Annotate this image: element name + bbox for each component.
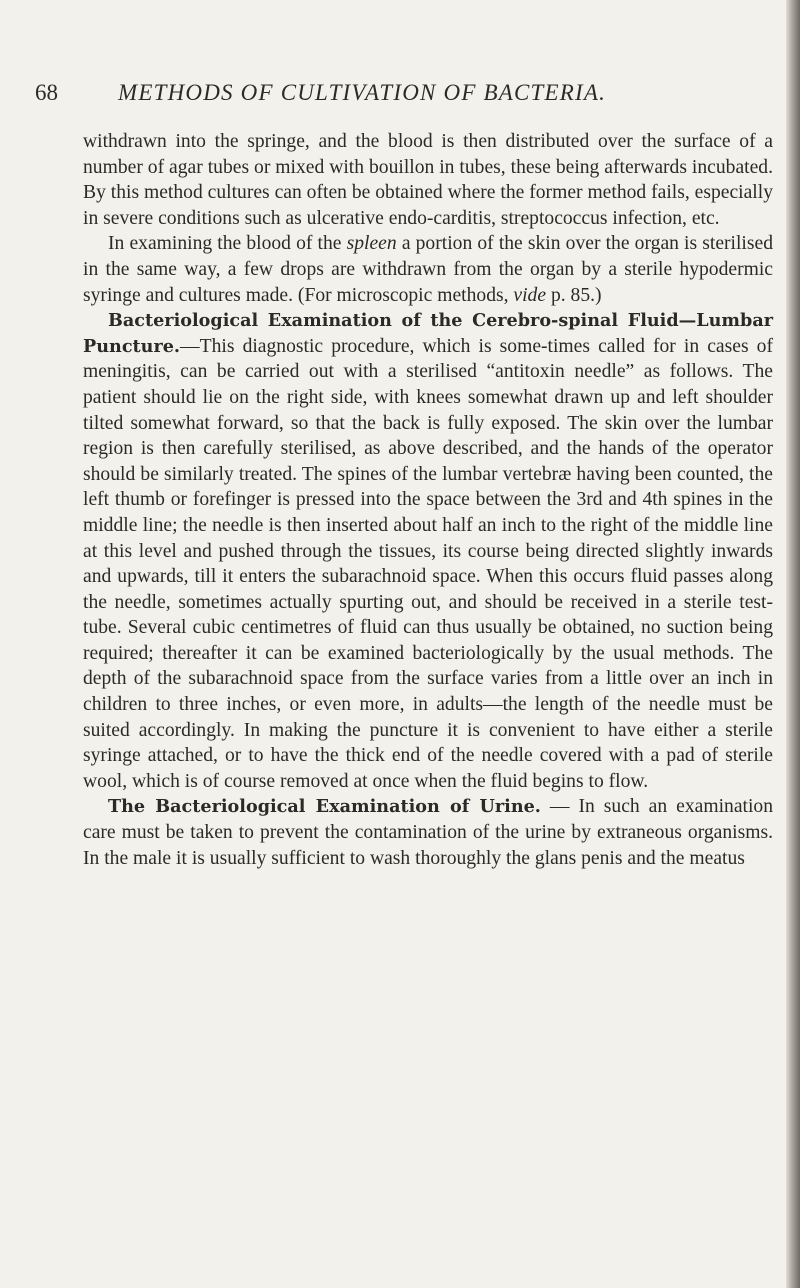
page-number: 68 bbox=[35, 80, 58, 105]
paragraph-continuation bbox=[83, 129, 773, 231]
italic-term-vide: vide bbox=[513, 284, 547, 306]
paragraph-text: p. 85.) bbox=[546, 284, 602, 306]
running-header bbox=[35, 78, 765, 108]
paragraph-urine bbox=[83, 794, 773, 871]
paragraph-text: — In such an examination care must be taken to prevent the contamination of the urine by extraneous organisms. In the male it is usually sufficient to wash thoroughly the glans penis and the meatus bbox=[83, 796, 774, 869]
paragraph-text: withdrawn into the springe, and the blood is then distributed over the surface of a number of agar tubes or mixed with bouillon in tubes, these being afterwards incubated. By this method cultures can often be obtained where the former method fails, especially in severe conditions such as ulcerative endo-carditis, streptococcus infection, etc. bbox=[83, 131, 773, 229]
paragraph-lumbar-puncture bbox=[83, 308, 773, 794]
paragraph-text: —This diagnostic procedure, which is some-times called for in cases of meningitis, can be carried out with a sterilised “antitoxin needle” as follows. The patient should lie on the right side, with knees somewhat drawn up and left shoulder tilted somewhat forward, so that the back is fully exposed. The skin over the lumbar region is then carefully sterilised, as above described, and the hands of the operator should be similarly treated. The spines of the lumbar vertebræ having been counted, the left thumb or forefinger is pressed into the space between the 3rd and 4th spines in the middle line; the needle is then inserted about half an inch to the right of the middle line at this level and pushed through the tissues, its course being directed slightly inwards and upwards, till it enters the subarachnoid space. When this occurs fluid passes along the needle, sometimes actually spurting out, and should be received in a sterile test-tube. Several cubic centimetres of fluid can thus usually be obtained, no suction being required; thereafter it can be examined bacteriologically by the usual methods. The depth of the subarachnoid space from the surface varies from a little over an inch in children to three inches, or even more, in adults—the length of the needle must be suited accordingly. In making the puncture it is convenient to have either a sterile syringe attached, or to have the thick end of the needle covered with a pad of sterile wool, which is of course removed at once when the fluid begins to flow. bbox=[83, 335, 773, 792]
italic-term-spleen: spleen bbox=[346, 233, 397, 255]
running-title: METHODS OF CULTIVATION OF BACTERIA. bbox=[118, 80, 607, 105]
paragraph-spleen bbox=[83, 231, 773, 308]
page-edge-shadow bbox=[786, 0, 800, 1288]
paragraph-text: a portion of the skin over the organ is sterilised in the same way, a few drops are withdrawn from the organ by a sterile hypodermic syringe and cultures made. (For microscopic methods, bbox=[83, 233, 773, 306]
section-heading-cerebro-spinal: Bacteriological Examination of the Cerebro-spinal Fluid—Lumbar Puncture. bbox=[83, 310, 773, 357]
body-text bbox=[83, 129, 773, 871]
section-heading-urine: The Bacteriological Examination of Urine. bbox=[108, 796, 541, 818]
paragraph-text: In examining the blood of the bbox=[108, 233, 347, 255]
